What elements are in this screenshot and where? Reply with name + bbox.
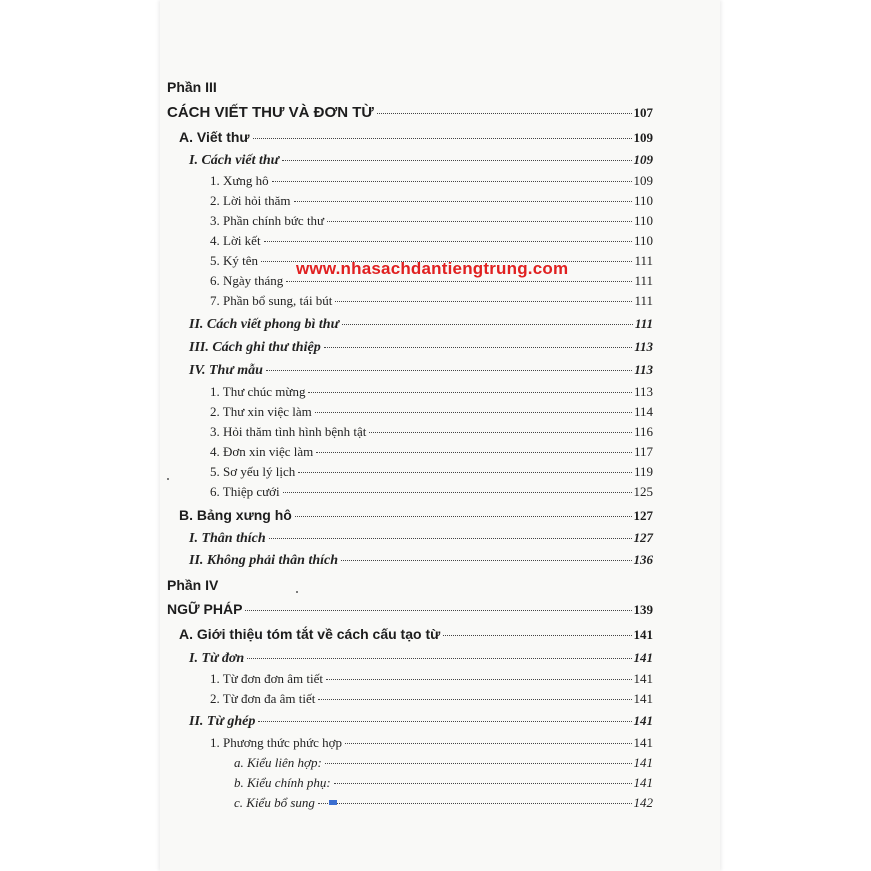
toc-entry <box>210 213 653 229</box>
toc-entry-page: 136 <box>633 552 653 567</box>
toc-entry-label: 6. Thiệp cưới <box>210 484 280 499</box>
text-cursor-marker <box>329 800 337 805</box>
toc-entry-page: 111 <box>634 293 653 308</box>
toc-entry <box>210 671 653 687</box>
toc-entry-page: 141 <box>633 735 653 750</box>
toc-entry-label: I. Cách viết thư <box>189 153 280 168</box>
toc-entry-page: 116 <box>633 424 653 439</box>
toc-entry-label: 4. Lời kết <box>210 233 261 248</box>
leader-dots <box>264 241 632 242</box>
leader-dots <box>334 783 632 784</box>
leader-dots <box>318 803 632 804</box>
toc-entry-page: 111 <box>634 316 653 331</box>
toc-entry-label: a. Kiểu liên hợp: <box>234 755 322 770</box>
watermark-url: www.nhasachdantiengtrung.com <box>296 259 569 278</box>
toc-entry-label: CÁCH VIẾT THƯ VÀ ĐƠN TỪ <box>167 104 374 121</box>
toc-entry-label: 1. Từ đơn đơn âm tiết <box>210 671 323 686</box>
leader-dots <box>345 743 631 744</box>
leader-dots <box>247 658 631 659</box>
leader-dots <box>325 763 632 764</box>
leader-dots <box>342 324 633 325</box>
toc-entry-label: III. Cách ghi thư thiệp <box>189 340 321 355</box>
toc-entry <box>234 795 653 811</box>
toc-entry <box>189 530 653 547</box>
toc-entry <box>210 424 653 440</box>
leader-dots <box>258 721 631 722</box>
leader-dots <box>269 538 632 539</box>
toc-entry-page: 110 <box>633 193 653 208</box>
toc-entry-page: 110 <box>633 213 653 228</box>
toc-entry-page: 141 <box>633 627 653 642</box>
toc-entry-page: 141 <box>633 650 653 665</box>
toc-entry-page: 142 <box>633 795 653 810</box>
toc-entry <box>210 444 653 460</box>
toc-entry <box>210 173 653 189</box>
leader-dots <box>443 635 631 636</box>
toc-entry <box>189 650 653 667</box>
leader-dots <box>245 610 631 611</box>
toc-entry <box>189 362 653 379</box>
toc-entry-label: 3. Hỏi thăm tình hình bệnh tật <box>210 424 367 439</box>
toc-entry-page: 113 <box>633 384 653 399</box>
toc-entry-page: 109 <box>633 173 653 188</box>
toc-entry-label: 2. Từ đơn đa âm tiết <box>210 691 316 706</box>
toc-entry-label: II. Cách viết phong bì thư <box>189 317 339 332</box>
toc-entry-page: 117 <box>633 444 653 459</box>
toc-entry-page: 109 <box>633 130 653 145</box>
leader-dots <box>253 138 632 139</box>
leader-dots <box>318 699 631 700</box>
toc-entry-label: 3. Phần chính bức thư <box>210 213 325 228</box>
toc-entry-page: 141 <box>633 713 653 728</box>
toc-entry-page: 114 <box>633 404 653 419</box>
toc-entry-label: 2. Lời hỏi thăm <box>210 193 291 208</box>
toc-entry <box>210 691 653 707</box>
leader-dots <box>308 392 632 393</box>
leader-dots <box>327 221 632 222</box>
toc-entry-page: 119 <box>633 464 653 479</box>
toc-entry-page: 113 <box>634 339 653 354</box>
toc-entry-label: II. Không phải thân thích <box>189 553 339 568</box>
toc-entry <box>210 384 653 400</box>
leader-dots <box>326 679 632 680</box>
toc-entry-page: 110 <box>633 233 653 248</box>
toc-entry <box>210 293 653 309</box>
toc-entry-label: I. Từ đơn <box>189 651 245 666</box>
toc-entry <box>210 464 653 480</box>
toc-entry-page: 141 <box>633 755 653 770</box>
part-heading: Phần III <box>167 79 217 95</box>
leader-dots <box>272 181 632 182</box>
toc-entry-page: 125 <box>633 484 653 499</box>
toc-entry-label: 1. Xưng hô <box>210 173 269 188</box>
leader-dots <box>283 492 632 493</box>
toc-entry-label: B. Bảng xưng hô <box>179 507 292 523</box>
toc-entry-label: 2. Thư xin việc làm <box>210 404 312 419</box>
paper-speck <box>296 591 298 593</box>
leader-dots <box>298 472 632 473</box>
toc-entry <box>210 735 653 751</box>
leader-dots <box>282 160 631 161</box>
toc-entry <box>189 713 653 730</box>
toc-entry-label: A. Giới thiệu tóm tắt về cách cấu tạo từ <box>179 626 441 642</box>
toc-entry <box>179 507 653 524</box>
toc-entry-page: 141 <box>633 691 653 706</box>
toc-entry-label: b. Kiểu chính phụ: <box>234 775 331 790</box>
leader-dots <box>266 370 632 371</box>
toc-entry <box>167 601 653 618</box>
part-heading: Phần IV <box>167 577 219 593</box>
toc-entry-page: 109 <box>633 152 653 167</box>
toc-entry-label: 7. Phần bổ sung, tái bút <box>210 293 333 308</box>
toc-entry-label: 5. Sơ yếu lý lịch <box>210 464 296 479</box>
toc-entry-page: 139 <box>633 602 653 617</box>
toc-entry-page: 107 <box>633 105 653 120</box>
toc-entry-page: 113 <box>634 362 653 377</box>
toc-entry <box>210 404 653 420</box>
toc-entry <box>210 193 653 209</box>
toc-entry-label: 5. Ký tên <box>210 253 259 268</box>
toc-entry-page: 111 <box>634 273 653 288</box>
leader-dots <box>341 560 631 561</box>
leader-dots <box>295 516 632 517</box>
toc-entry-label: 6. Ngày tháng <box>210 273 284 288</box>
toc-entry-label: c. Kiểu bổ sung <box>234 795 315 810</box>
toc-entry-label: 1. Phương thức phức hợp <box>210 735 343 750</box>
toc-entry-label: 1. Thư chúc mừng <box>210 384 306 399</box>
toc-entry <box>234 775 653 791</box>
toc-entry <box>210 233 653 249</box>
leader-dots <box>286 281 632 282</box>
toc-entry-label: 4. Đơn xin việc làm <box>210 444 314 459</box>
leader-dots <box>316 452 632 453</box>
toc-entry-page: 141 <box>633 775 653 790</box>
toc-entry-label: A. Viết thư <box>179 129 250 145</box>
toc-entry-label: II. Từ ghép <box>189 714 256 729</box>
leader-dots <box>324 347 633 348</box>
toc-entry <box>179 626 653 643</box>
toc-entry <box>189 552 653 569</box>
toc-entry <box>210 484 653 500</box>
toc-entry-page: 127 <box>633 508 653 523</box>
toc-entry <box>189 339 653 356</box>
toc-entry-label: NGỮ PHÁP <box>167 601 243 617</box>
toc-entry-page: 141 <box>633 671 653 686</box>
toc-entry <box>167 104 653 121</box>
toc-entry <box>189 152 653 169</box>
paper-speck <box>167 478 169 480</box>
toc-entry <box>179 129 653 146</box>
toc-entry-label: IV. Thư mẫu <box>189 363 263 378</box>
toc-entry-label: I. Thân thích <box>189 531 266 546</box>
leader-dots <box>377 113 632 114</box>
toc-entry-page: 111 <box>634 253 653 268</box>
toc-entry-page: 127 <box>633 530 653 545</box>
leader-dots <box>315 412 632 413</box>
leader-dots <box>335 301 632 302</box>
toc-entry <box>189 316 653 333</box>
leader-dots <box>369 432 632 433</box>
toc-entry <box>234 755 653 771</box>
leader-dots <box>294 201 632 202</box>
